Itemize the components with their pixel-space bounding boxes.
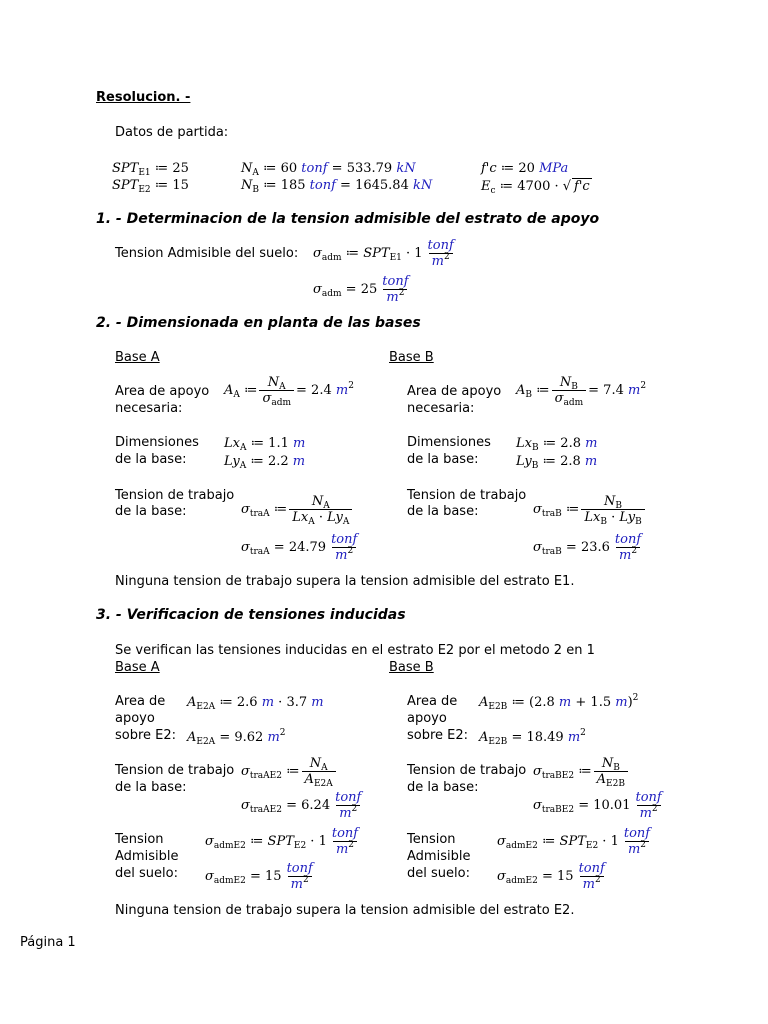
sigma-adm-e2-a-result: $\sigma_{admE2} = 15$ $\frac{\text{tonf}}{m^2}$ [205, 861, 313, 892]
tension-trabajo-e2-b-label-2: de la base: [407, 780, 479, 795]
tension-adm-e2-b-label-2: Admisible [407, 849, 471, 864]
sigma-tra-a-formula: $\sigma_{traA}$ ≔ $\frac{N_A}{Lx_A \cdot Ly_A}$ [241, 494, 354, 525]
conclusion-1: Ninguna tension de trabajo supera la tension admisible del estrato E1. [115, 574, 575, 589]
dimensiones-b-label-1: Dimensiones [407, 435, 491, 450]
nb-value: $N_B$ ≔ 185 tonf = 1645.84 kN [241, 178, 433, 195]
tension-trabajo-e2-a-label-2: de la base: [115, 780, 187, 795]
area-e2-b-label-1: Area de [407, 694, 458, 709]
base-a-label: Base A [115, 350, 160, 365]
area-e2-a-label-3: sobre E2: [115, 728, 177, 743]
sigma-adm-formula: $\sigma_{adm}$ ≔ $SPT_{E1} \cdot 1$ $\frac{\text{tonf}}{m^2}$ [313, 238, 454, 269]
datos-label: Datos de partida: [115, 125, 229, 140]
sigma-tra-b-result: $\sigma_{traB} = 23.6$ $\frac{\text{tonf}}{m^2}$ [533, 532, 642, 563]
base-a-label-2: Base A [115, 660, 160, 675]
page-number: Página 1 [20, 935, 76, 950]
spt-e1: $SPT_{E1}$ ≔ 25 [112, 161, 189, 178]
tension-trabajo-e2-b-label-1: Tension de trabajo [407, 763, 527, 778]
sigma-adm-e2-b-formula: $\sigma_{admE2}$ ≔ $SPT_{E2} \cdot 1$ $\frac{\text{tonf}}{m^2}$ [497, 826, 651, 857]
spt-e2: $SPT_{E2}$ ≔ 15 [112, 178, 189, 195]
dimensiones-b-label-2: de la base: [407, 452, 479, 467]
lxa-value: $Lx_A$ ≔ 1.1 m [224, 436, 306, 453]
base-b-label-2: Base B [389, 660, 434, 675]
tension-trabajo-b-label-1: Tension de trabajo [407, 488, 527, 503]
sigma-adm-e2-b-result: $\sigma_{admE2} = 15$ $\frac{\text{tonf}}{m^2}$ [497, 861, 605, 892]
dimensiones-a-label-2: de la base: [115, 452, 187, 467]
sigma-tra-a-result: $\sigma_{traA} = 24.79$ $\frac{\text{tonf}}{m^2}$ [241, 532, 358, 563]
section-1-heading: 1. - Determinacion de la tension admisible del estrato de apoyo [96, 211, 600, 227]
sigma-tra-ae2-formula: $\sigma_{traAE2}$ ≔ $\frac{N_A}{A_{E2A}}$ [241, 756, 338, 787]
area-e2-b-label-3: sobre E2: [407, 728, 469, 743]
sigma-tra-be2-formula: $\sigma_{traBE2}$ ≔ $\frac{N_B}{A_{E2B}}$ [533, 756, 630, 787]
fc-value: f'c ≔ 20 MPa [481, 161, 569, 176]
area-apoyo-a-label-1: Area de apoyo [115, 384, 210, 399]
area-e2-b-label-2: apoyo [407, 711, 447, 726]
page-title: Resolucion. - [96, 90, 191, 105]
na-value: $N_A$ ≔ 60 tonf = 533.79 kN [241, 161, 416, 178]
verifican-text: Se verifican las tensiones inducidas en el estrato E2 por el metodo 2 en 1 [115, 643, 595, 658]
section-3-heading: 3. - Verificacion de tensiones inducidas [96, 607, 406, 623]
lxb-value: $Lx_B$ ≔ 2.8 m [516, 436, 598, 453]
area-apoyo-b-label-1: Area de apoyo [407, 384, 502, 399]
area-e2-a-label-2: apoyo [115, 711, 155, 726]
ae2b-formula: $A_{E2B}$ ≔ (2.8 m + 1.5 m)$^2$ [479, 693, 639, 712]
area-a-formula: $A_A$ ≔ $\frac{N_A}{\sigma_{adm}}$ = 2.4 $m^2$ [224, 375, 354, 408]
ae2a-result: $A_{E2A} = 9.62$ $m^2$ [187, 728, 286, 747]
tension-adm-e2-a-label-3: del suelo: [115, 866, 178, 881]
section-2-heading: 2. - Dimensionada en planta de las bases [96, 315, 421, 331]
tension-adm-e2-b-label-3: del suelo: [407, 866, 470, 881]
ec-value: $E_c$ ≔ 4700 · √ f'c [481, 179, 590, 196]
ae2b-result: $A_{E2B} = 18.49$ $m^2$ [479, 728, 586, 747]
area-b-formula: $A_B$ ≔ $\frac{N_B}{\sigma_{adm}}$ = 7.4 $m^2$ [516, 375, 647, 408]
conclusion-2: Ninguna tension de trabajo supera la tension admisible del estrato E2. [115, 903, 575, 918]
tension-adm-e2-a-label-1: Tension [115, 832, 164, 847]
lyb-value: $Ly_B$ ≔ 2.8 m [516, 454, 598, 471]
sigma-adm-e2-a-formula: $\sigma_{admE2}$ ≔ $SPT_{E2} \cdot 1$ $\frac{\text{tonf}}{m^2}$ [205, 826, 359, 857]
area-e2-a-label-1: Area de [115, 694, 166, 709]
sigma-tra-be2-result: $\sigma_{traBE2} = 10.01$ $\frac{\text{tonf}}{m^2}$ [533, 790, 662, 821]
tension-trabajo-e2-a-label-1: Tension de trabajo [115, 763, 235, 778]
tension-adm-e2-a-label-2: Admisible [115, 849, 179, 864]
tension-trabajo-a-label-1: Tension de trabajo [115, 488, 235, 503]
sigma-adm-result: $\sigma_{adm} = 25$ $\frac{\text{tonf}}{m^2}$ [313, 274, 409, 305]
tension-trabajo-a-label-2: de la base: [115, 504, 187, 519]
sigma-tra-b-formula: $\sigma_{traB}$ ≔ $\frac{N_B}{Lx_B \cdot Ly_B}$ [533, 494, 647, 525]
tension-adm-e2-b-label-1: Tension [407, 832, 456, 847]
area-apoyo-a-label-2: necesaria: [115, 401, 183, 416]
tension-admisible-label: Tension Admisible del suelo: [115, 246, 299, 261]
tension-trabajo-b-label-2: de la base: [407, 504, 479, 519]
dimensiones-a-label-1: Dimensiones [115, 435, 199, 450]
lya-value: $Ly_A$ ≔ 2.2 m [224, 454, 306, 471]
base-b-label: Base B [389, 350, 434, 365]
area-apoyo-b-label-2: necesaria: [407, 401, 475, 416]
ae2a-formula: $A_{E2A}$ ≔ 2.6 m · 3.7 m [187, 695, 324, 712]
sigma-tra-ae2-result: $\sigma_{traAE2} = 6.24$ $\frac{\text{tonf}}{m^2}$ [241, 790, 362, 821]
